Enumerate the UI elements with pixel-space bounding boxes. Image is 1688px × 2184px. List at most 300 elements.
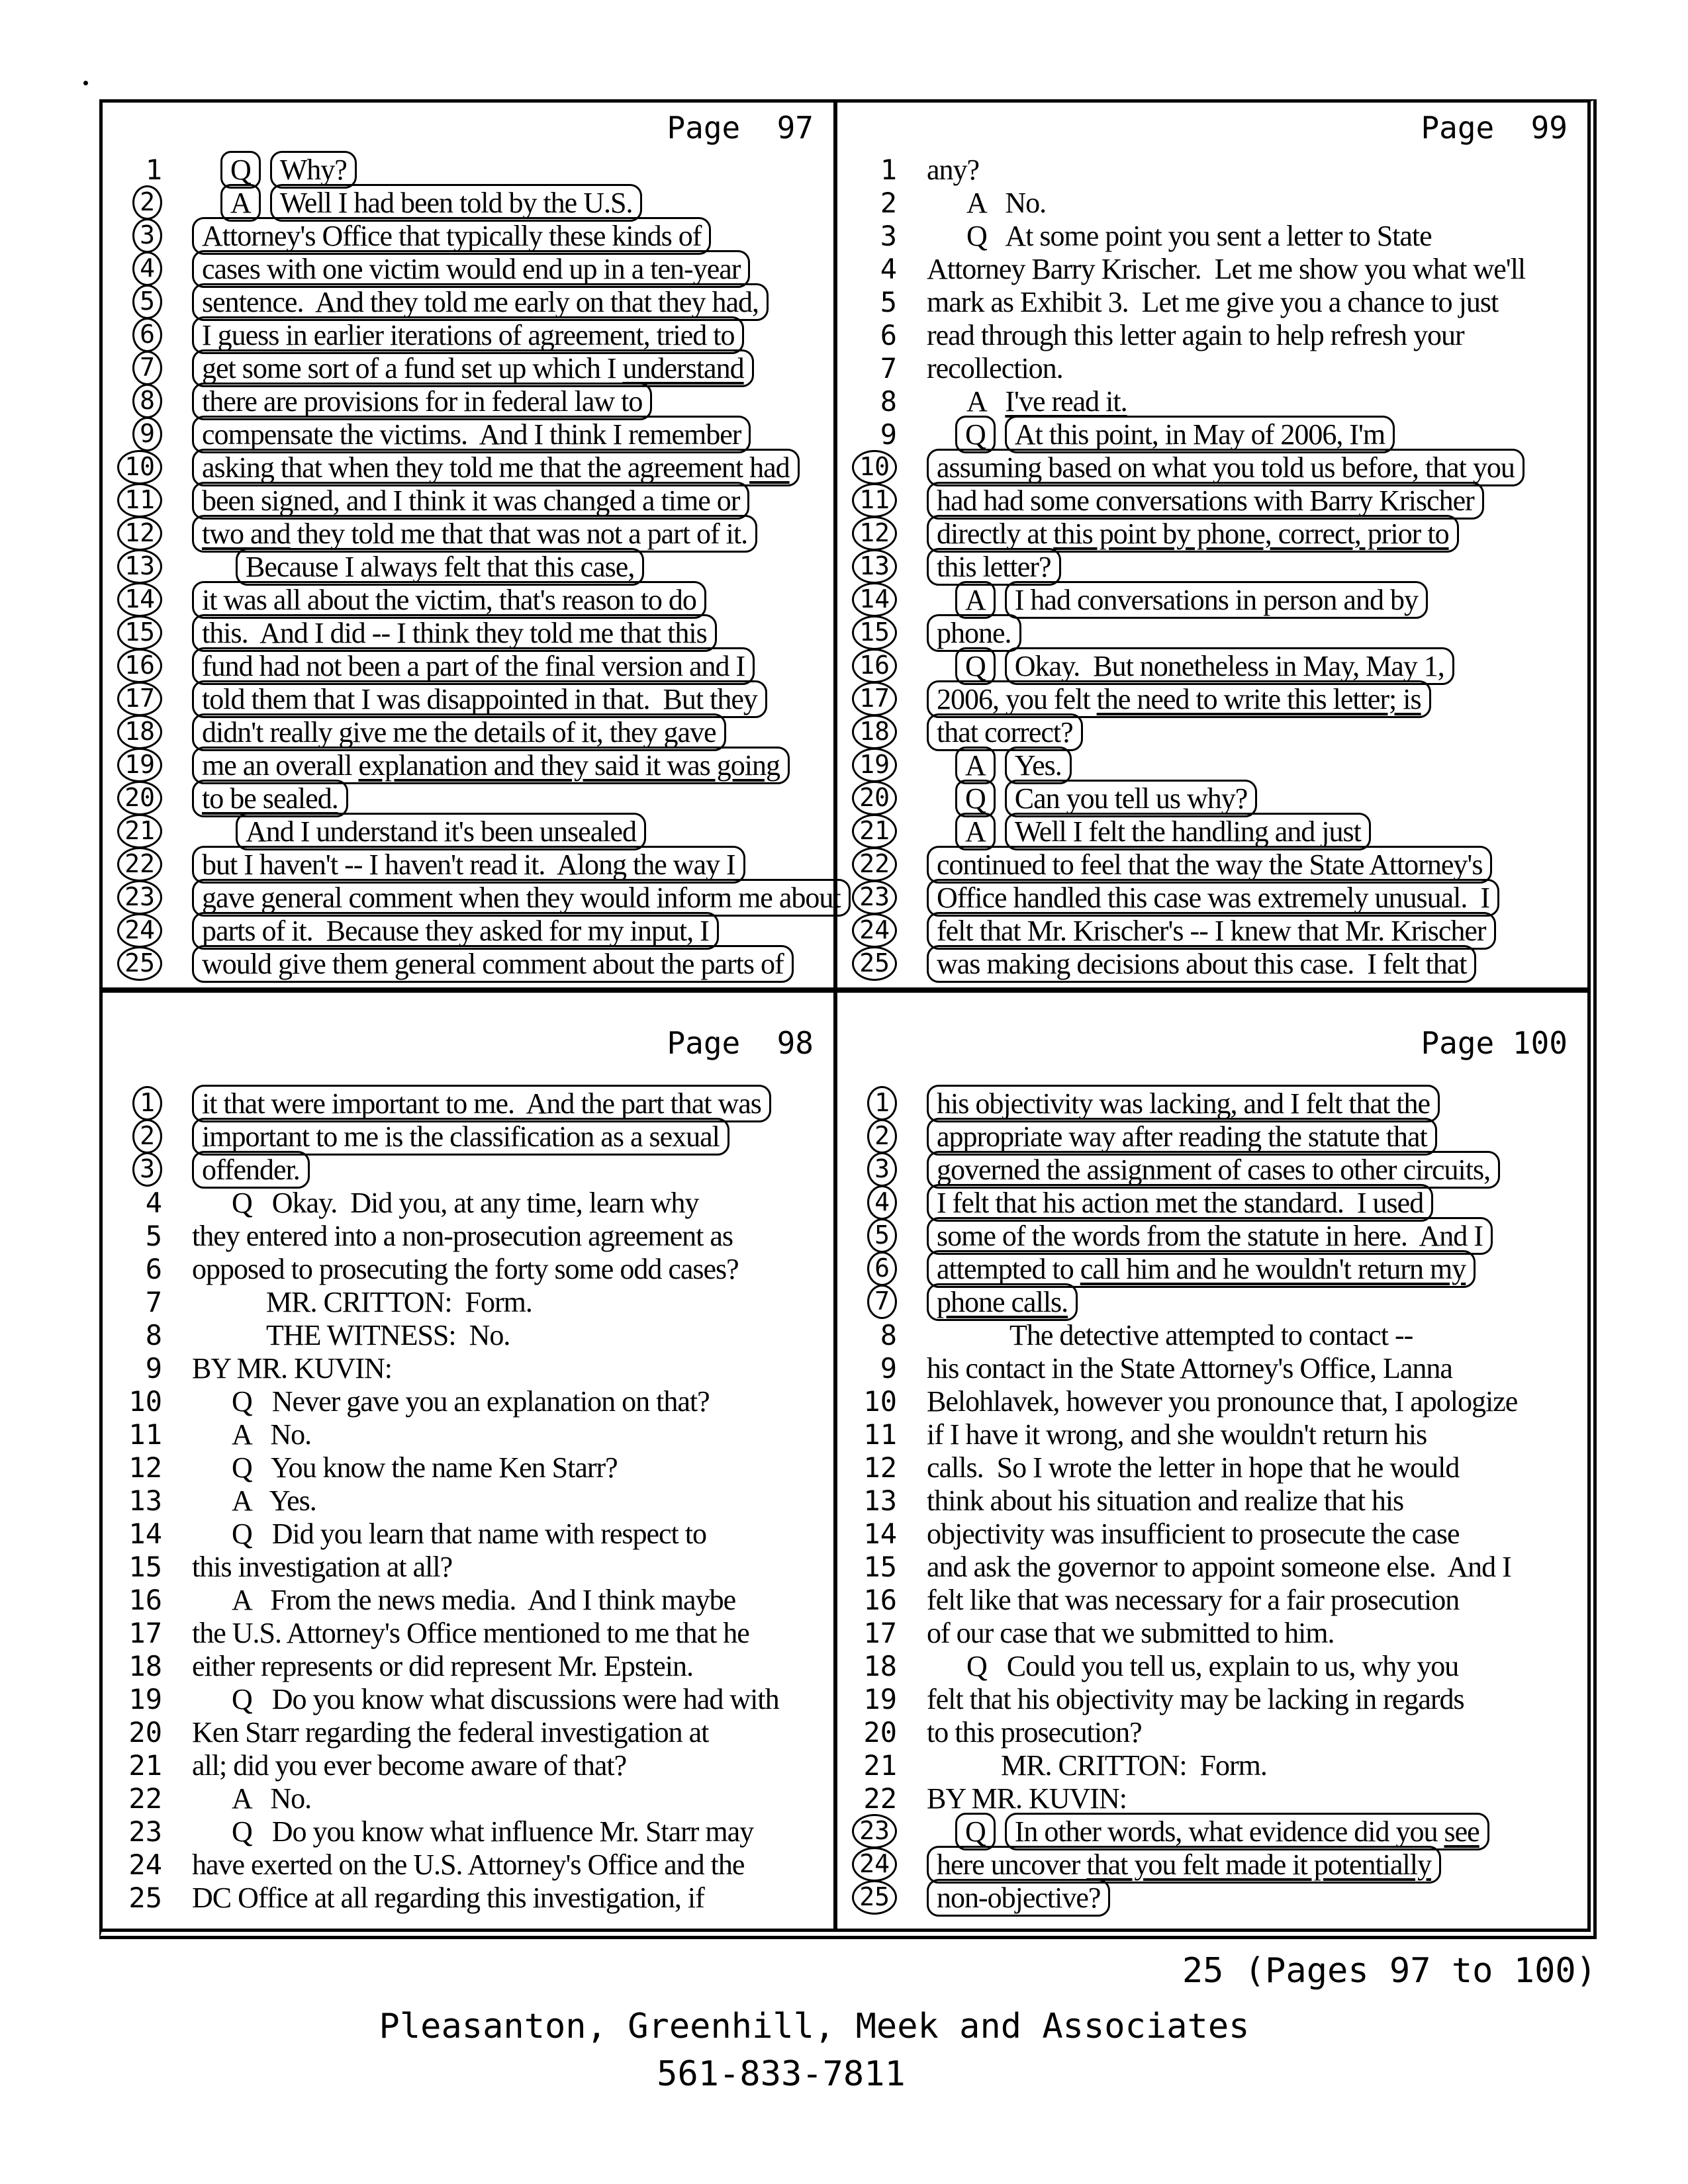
line-text <box>232 1682 779 1716</box>
underlined-text: I've read it. <box>1005 385 1127 418</box>
line-number-circled: 3 <box>132 1152 162 1187</box>
text-segment: calls. So I wrote the letter in hope that he would <box>927 1451 1460 1484</box>
line-content <box>192 1550 452 1584</box>
transcript-line <box>837 1749 1587 1782</box>
transcript-line <box>103 749 833 782</box>
transcript-line <box>103 616 833 649</box>
line-text <box>1009 1318 1413 1352</box>
highlight-box-text <box>1005 780 1258 817</box>
highlight-box-text <box>927 713 1083 751</box>
text-segment: MR. CRITTON: Form. <box>266 1285 532 1318</box>
line-text <box>232 1186 698 1220</box>
transcript-line <box>837 1815 1587 1848</box>
line-number: 7 <box>880 351 897 385</box>
transcript-line <box>103 1087 833 1120</box>
line-content <box>192 217 711 255</box>
transcript-line <box>103 1385 833 1418</box>
line-text <box>232 1517 706 1551</box>
text-segment: phone. <box>937 616 1011 649</box>
line-content <box>266 1285 532 1319</box>
line-content <box>192 780 348 817</box>
line-number-cell <box>103 1385 162 1418</box>
line-content <box>927 1151 1500 1189</box>
highlight-box-text <box>236 548 644 586</box>
text-segment: parts of it. Because they asked for my input, I <box>202 914 709 947</box>
line-number-cell <box>103 1782 162 1815</box>
highlight-box-text <box>192 1151 310 1189</box>
qa-designation-box: A <box>220 184 261 222</box>
transcript-line <box>103 1153 833 1186</box>
line-number-cell <box>103 1848 162 1881</box>
transcript-line <box>103 1120 833 1153</box>
text-segment: offender. <box>202 1153 300 1186</box>
transcript-line <box>103 418 833 451</box>
line-content <box>955 747 1072 784</box>
transcript-line <box>103 649 833 682</box>
line-number: 6 <box>880 318 897 351</box>
transcript-line <box>103 1782 833 1815</box>
transcript-line <box>837 1186 1587 1219</box>
line-content <box>927 1184 1433 1222</box>
line-number-cell <box>837 385 897 418</box>
text-segment: I felt that his action met the standard. I used <box>937 1186 1424 1219</box>
text-segment: his contact in the State Attorney's Office, Lanna <box>927 1351 1452 1385</box>
transcript-line <box>837 1715 1587 1749</box>
line-content <box>192 1219 733 1253</box>
text-segment: A No. <box>232 1782 312 1815</box>
line-number-circled: 23 <box>852 1814 897 1848</box>
line-content <box>232 1517 706 1551</box>
text-segment: sentence. And they told me early on that they had, <box>202 285 759 318</box>
line-number-cell <box>837 286 897 318</box>
line-number: 8 <box>145 1318 162 1351</box>
line-text <box>192 1715 708 1749</box>
highlight-box-text <box>927 1085 1440 1122</box>
text-segment: that correct? <box>937 715 1073 749</box>
line-content <box>192 482 749 520</box>
line-text <box>192 1881 704 1915</box>
highlight-box-text <box>927 1217 1493 1255</box>
transcript-line <box>103 1616 833 1649</box>
line-content <box>232 1815 753 1848</box>
line-number-circled: 24 <box>117 913 162 948</box>
highlight-box-text <box>927 945 1476 983</box>
line-content <box>927 1118 1437 1156</box>
line-text <box>927 1682 1464 1716</box>
transcript-line <box>837 1782 1587 1815</box>
line-number-circled: 23 <box>117 880 162 915</box>
line-content <box>955 581 1428 619</box>
line-number: 13 <box>863 1484 897 1517</box>
line-number-cell <box>837 880 897 915</box>
transcript-line <box>103 186 833 219</box>
line-number: 17 <box>863 1616 897 1649</box>
transcript-line <box>103 682 833 715</box>
line-text <box>927 351 1063 385</box>
line-content <box>955 647 1454 685</box>
highlight-box-text <box>927 1250 1476 1288</box>
text-segment: Attorney Barry Krischer. Let me show you what we'll <box>927 252 1526 285</box>
transcript-line <box>837 517 1587 550</box>
line-number-cell <box>103 1518 162 1550</box>
text-segment: was making decisions about this case. I felt that <box>937 947 1467 980</box>
highlight-box-text <box>192 349 754 387</box>
line-text <box>232 1451 618 1484</box>
transcript-line <box>837 1881 1587 1914</box>
transcript-line <box>837 782 1587 815</box>
line-content <box>927 1715 1142 1749</box>
qa-designation-box: Q <box>955 647 996 685</box>
text-segment: Okay. But nonetheless in May, May 1, <box>1014 649 1444 682</box>
transcript-line <box>837 749 1587 782</box>
text-segment: Q You know the name Ken Starr? <box>232 1451 618 1484</box>
line-number-cell <box>837 781 897 815</box>
highlight-box-text <box>192 1118 729 1156</box>
transcript-line <box>103 1252 833 1285</box>
transcript-line <box>103 1517 833 1550</box>
line-number: 8 <box>880 1318 897 1351</box>
line-content <box>927 945 1476 983</box>
text-segment: opposed to prosecuting the forty some odd cases? <box>192 1252 739 1285</box>
line-number: 1 <box>145 153 162 186</box>
line-content <box>927 449 1524 486</box>
transcript-line <box>103 318 833 351</box>
line-number-cell <box>837 319 897 351</box>
line-content <box>927 153 979 187</box>
highlight-box-text <box>927 449 1524 486</box>
transcript-line <box>837 1318 1587 1351</box>
text-segment: but I haven't -- I haven't read it. Along the way I <box>202 848 735 881</box>
line-number-cell <box>837 1484 897 1517</box>
line-number-circled: 13 <box>852 549 897 584</box>
line-number: 9 <box>880 418 897 451</box>
line-number-cell <box>103 1418 162 1451</box>
line-text <box>966 219 1432 253</box>
line-number-circled: 8 <box>132 384 162 418</box>
transcript-line <box>103 715 833 749</box>
line-content <box>192 515 757 553</box>
line-content <box>927 1879 1110 1917</box>
highlight-box-text <box>192 945 794 983</box>
line-content <box>192 449 800 486</box>
line-content <box>192 647 755 685</box>
text-segment: In other words, what evidence did you <box>1014 1815 1444 1848</box>
text-segment: would give them general comment about the parts of <box>202 947 784 980</box>
line-number-cell <box>837 715 897 749</box>
transcript-line <box>837 881 1587 914</box>
line-text <box>232 1418 311 1451</box>
line-text <box>232 1385 710 1418</box>
text-segment: to this prosecution? <box>927 1715 1142 1749</box>
highlight-box-text <box>192 250 750 288</box>
line-number: 12 <box>863 1451 897 1484</box>
highlight-box-text <box>927 1184 1433 1222</box>
line-text <box>192 1252 739 1286</box>
line-number-circled: 13 <box>117 549 162 584</box>
line-content <box>927 1484 1403 1518</box>
line-number-circled: 17 <box>852 682 897 716</box>
text-segment: A From the news media. And I think maybe <box>232 1583 736 1616</box>
line-number-circled: 4 <box>132 251 162 286</box>
transcript-line <box>103 848 833 881</box>
text-segment: Belohlavek, however you pronounce that, I apologize <box>927 1385 1518 1418</box>
line-number-cell <box>103 1484 162 1517</box>
line-number-cell <box>837 1617 897 1649</box>
line-content <box>192 879 841 917</box>
line-content <box>220 151 357 189</box>
highlight-box-text <box>1005 747 1072 784</box>
line-number-cell <box>837 1584 897 1616</box>
line-number-cell <box>103 1152 162 1187</box>
line-number: 18 <box>863 1649 897 1682</box>
line-number-cell <box>837 1518 897 1550</box>
line-number-cell <box>837 549 897 584</box>
line-text <box>1001 1749 1267 1782</box>
text-segment: Q Never gave you an explanation on that? <box>232 1385 710 1418</box>
page-title: Page 98 <box>667 1025 814 1061</box>
transcript-line <box>103 1219 833 1252</box>
line-content <box>955 416 1395 453</box>
transcript-line <box>837 252 1587 285</box>
line-text <box>192 1749 626 1782</box>
line-content <box>927 1085 1440 1122</box>
line-number-cell <box>837 615 897 650</box>
line-content <box>232 1782 311 1815</box>
text-segment: think about his situation and realize that his <box>927 1484 1404 1517</box>
line-number-circled: 4 <box>867 1185 897 1220</box>
page-title: Page 99 <box>1421 110 1568 146</box>
text-segment: get some sort of a fund set up which I <box>202 351 623 385</box>
underlined-text: explanation and they said it was going <box>358 749 780 782</box>
line-number: 10 <box>863 1385 897 1418</box>
highlight-box-text <box>927 1118 1437 1156</box>
line-number-cell <box>837 1749 897 1782</box>
text-segment: non-objective? <box>937 1881 1101 1914</box>
line-number-cell <box>837 1319 897 1351</box>
transcript-line <box>103 782 833 815</box>
transcript-line <box>837 1550 1587 1583</box>
line-content <box>192 250 750 288</box>
line-number-circled: 19 <box>117 748 162 782</box>
line-number-circled: 14 <box>117 582 162 617</box>
line-content <box>192 1351 392 1385</box>
line-text <box>966 186 1046 220</box>
line-content <box>927 351 1063 385</box>
transcript-line <box>103 1186 833 1219</box>
line-content <box>192 316 744 354</box>
underlined-text: see <box>1444 1815 1479 1848</box>
text-segment: A No. <box>966 186 1047 219</box>
highlight-box-text <box>270 184 643 222</box>
line-number-circled: 25 <box>852 1880 897 1915</box>
line-content <box>220 184 642 222</box>
transcript-line <box>837 351 1587 385</box>
text-segment: cases with one victim would end up in a ten-year <box>202 252 741 285</box>
text-segment: Q At some point you sent a letter to State <box>966 219 1432 252</box>
text-segment: all; did you ever become aware of that? <box>192 1749 627 1782</box>
line-number-cell <box>103 549 162 584</box>
line-number-circled: 20 <box>852 781 897 815</box>
text-segment: Ken Starr regarding the federal investigation at <box>192 1715 709 1749</box>
line-content <box>927 285 1498 319</box>
line-number-cell <box>103 1220 162 1252</box>
line-number-cell <box>103 748 162 782</box>
highlight-box-text <box>927 1151 1500 1189</box>
text-segment: I guess in earlier iterations of agreement, tried to <box>202 318 735 351</box>
line-number-circled: 23 <box>852 880 897 915</box>
line-number-cell <box>837 220 897 252</box>
line-number-cell <box>103 285 162 319</box>
line-content <box>192 1649 693 1683</box>
line-content <box>927 1550 1511 1584</box>
text-segment: either represents or did represent Mr. Epstein. <box>192 1649 693 1682</box>
highlight-box-text <box>1005 416 1395 453</box>
line-text <box>966 1649 1458 1683</box>
line-content <box>236 548 644 586</box>
line-text <box>927 318 1464 352</box>
transcript-line <box>837 1351 1587 1385</box>
text-segment: me an overall <box>202 749 359 782</box>
line-content <box>927 713 1083 751</box>
line-number-circled: 25 <box>852 946 897 981</box>
line-number: 19 <box>128 1682 162 1715</box>
line-number: 4 <box>145 1186 162 1219</box>
line-number: 20 <box>863 1715 897 1749</box>
text-segment: this investigation at all? <box>192 1550 453 1583</box>
line-number: 8 <box>880 385 897 418</box>
text-segment: A No. <box>232 1418 312 1451</box>
text-segment: have exerted on the U.S. Attorney's Office and the <box>192 1848 745 1881</box>
line-number-circled: 22 <box>852 847 897 882</box>
page-title: Page 100 <box>1421 1025 1568 1061</box>
text-segment: they told me that that was not a part of it. <box>290 517 748 550</box>
text-segment: Why? <box>279 153 347 186</box>
line-number-cell <box>837 1218 897 1253</box>
line-content <box>966 1649 1458 1683</box>
highlight-box-text <box>192 713 726 751</box>
transcript-line <box>103 914 833 947</box>
line-number: 12 <box>128 1451 162 1484</box>
transcript-line <box>837 1451 1587 1484</box>
line-text <box>192 1848 744 1882</box>
line-number-circled: 5 <box>867 1218 897 1253</box>
text-segment: told them that I was disappointed in that. But they <box>202 682 757 715</box>
line-number: 21 <box>863 1749 897 1782</box>
line-number-cell <box>837 352 897 385</box>
line-text <box>927 1782 1127 1815</box>
line-number-cell <box>103 516 162 551</box>
text-segment: Q Do you know what influence Mr. Starr may <box>232 1815 754 1848</box>
line-content <box>232 1583 735 1617</box>
transcript-line <box>103 583 833 616</box>
line-content <box>192 713 726 751</box>
text-segment: I had conversations in person and by <box>1014 583 1418 616</box>
text-segment: appropriate way after reading the statute that <box>937 1120 1427 1153</box>
line-content <box>192 747 790 784</box>
line-number-cell <box>103 847 162 882</box>
highlight-box-text <box>927 614 1021 652</box>
line-content <box>232 1484 316 1518</box>
line-number-cell <box>103 1551 162 1583</box>
transcript-line <box>103 1451 833 1484</box>
line-number: 11 <box>863 1418 897 1451</box>
text-segment: Can you tell us why? <box>1014 782 1248 815</box>
line-number-cell <box>837 1119 897 1154</box>
line-number-cell <box>837 847 897 882</box>
transcript-line <box>103 1815 833 1848</box>
highlight-box-text <box>927 846 1492 884</box>
line-text <box>266 1318 510 1352</box>
transcript-line <box>103 1418 833 1451</box>
text-segment: governed the assignment of cases to other circuits, <box>937 1153 1491 1186</box>
line-number-cell <box>103 218 162 253</box>
line-content <box>966 186 1046 220</box>
line-content <box>236 813 646 850</box>
line-number: 7 <box>145 1285 162 1318</box>
line-number-circled: 7 <box>132 351 162 385</box>
line-number-cell <box>103 715 162 749</box>
text-segment: assuming based on what you told us before, that you <box>937 451 1515 484</box>
text-segment: fund had not been a part of the final version and I <box>202 649 745 682</box>
line-content <box>192 1616 749 1650</box>
line-number-cell <box>837 450 897 484</box>
line-text <box>927 1583 1459 1617</box>
line-number-cell <box>837 516 897 551</box>
line-content <box>927 1418 1427 1451</box>
court-reporter-firm: Pleasanton, Greenhill, Meek and Associates <box>379 2007 1250 2046</box>
line-number: 6 <box>145 1252 162 1285</box>
line-number-cell <box>103 1617 162 1649</box>
transcript-line <box>837 1682 1587 1715</box>
transcript-line <box>103 451 833 484</box>
line-number-circled: 12 <box>117 516 162 551</box>
transcript-line <box>837 385 1587 418</box>
text-segment: had had some conversations with Barry Krischer <box>937 484 1474 517</box>
line-number-circled: 6 <box>867 1251 897 1286</box>
highlight-box-text <box>192 780 348 817</box>
text-segment: Q Did you learn that name with respect to <box>232 1517 707 1550</box>
transcript-line <box>103 1649 833 1682</box>
transcript-line <box>103 1848 833 1881</box>
line-number-cell <box>837 649 897 683</box>
line-number: 1 <box>880 153 897 186</box>
text-segment: attempted to <box>937 1252 1080 1285</box>
text-segment: they entered into a non-prosecution agreement as <box>192 1219 733 1252</box>
highlight-box-text <box>927 515 1459 553</box>
transcript-line <box>103 1285 833 1318</box>
highlight-box-text <box>192 879 851 917</box>
line-number-circled: 25 <box>117 946 162 981</box>
line-content <box>192 680 767 718</box>
qa-designation-box: A <box>955 813 996 850</box>
line-text <box>927 1451 1459 1484</box>
line-number: 23 <box>128 1815 162 1848</box>
highlight-box-text <box>270 151 357 189</box>
line-number-cell <box>103 417 162 451</box>
text-segment: didn't really give me the details of it, they gave <box>202 715 716 749</box>
text-segment: felt like that was necessary for a fair prosecution <box>927 1583 1460 1616</box>
line-number-cell <box>837 748 897 782</box>
text-segment: and ask the governor to appoint someone else. And I <box>927 1550 1511 1583</box>
qa-designation-box: Q <box>955 1813 996 1850</box>
line-number-circled: 15 <box>852 615 897 650</box>
line-content <box>192 1749 626 1782</box>
line-text <box>966 385 1127 418</box>
text-segment: Attorney's Office that typically these kinds of <box>202 219 702 252</box>
line-content <box>192 1848 744 1882</box>
transcript-line <box>837 848 1587 881</box>
line-content <box>927 318 1464 352</box>
